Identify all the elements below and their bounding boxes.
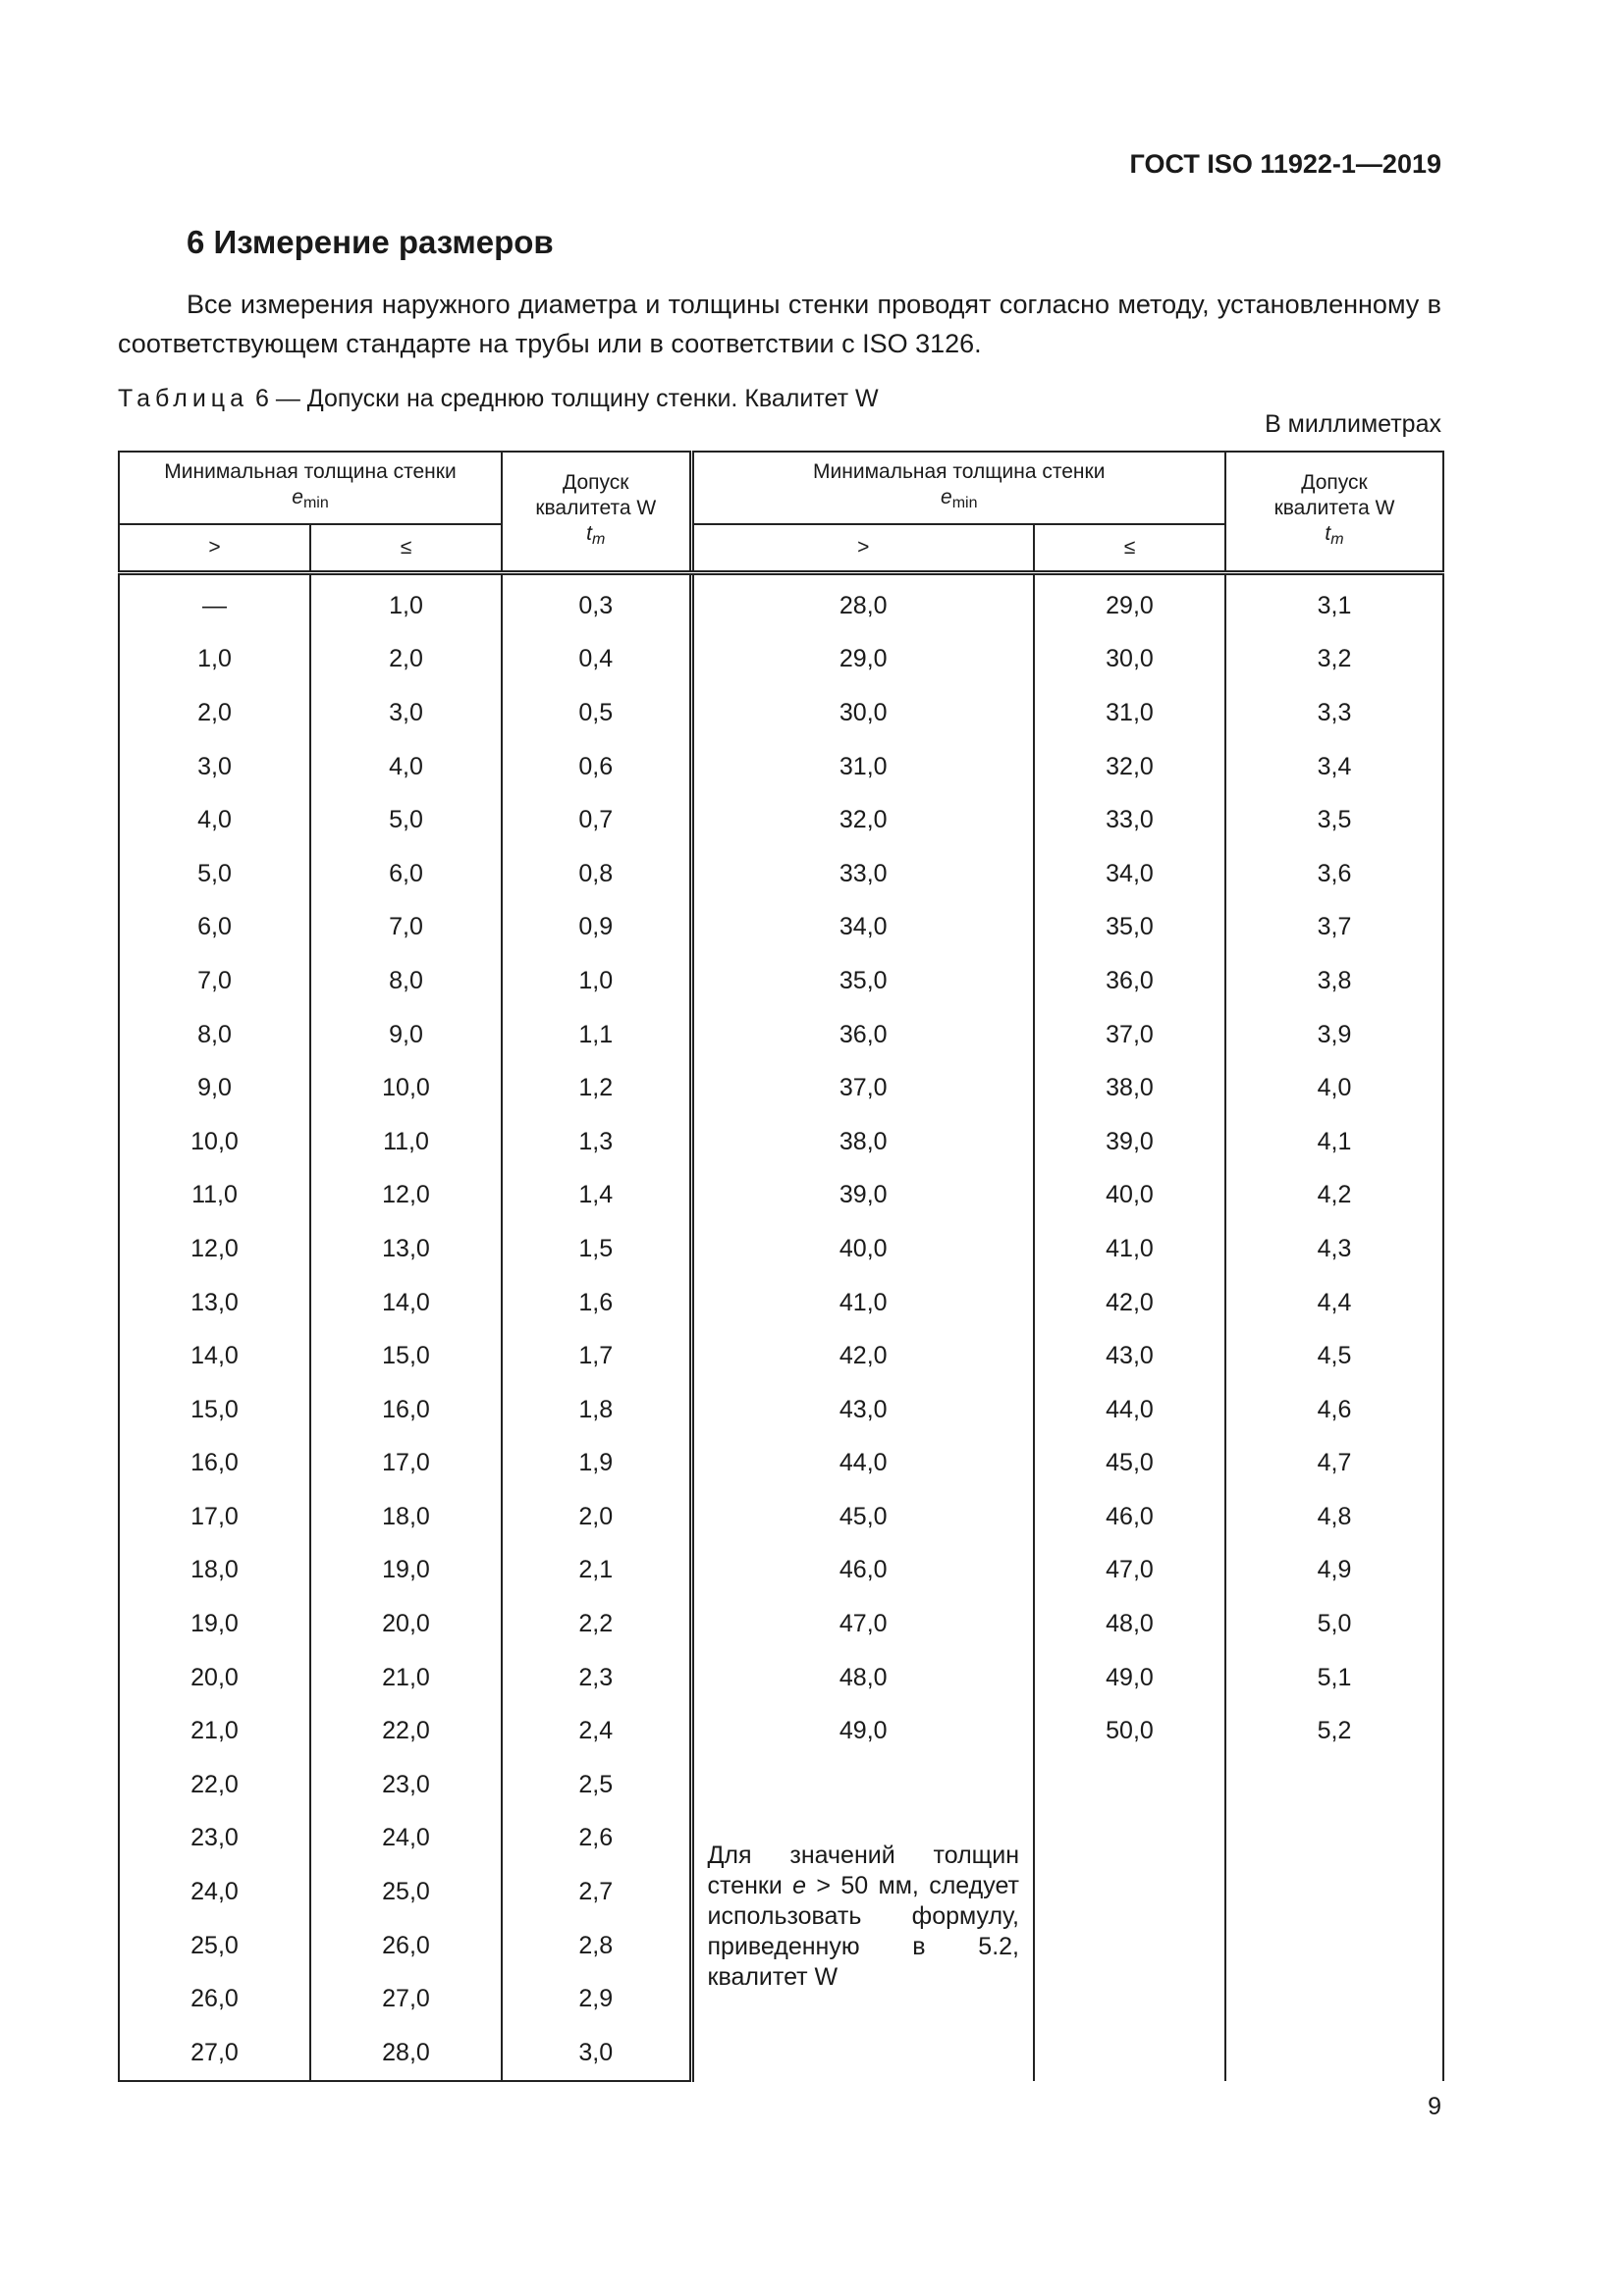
header-gt-left: > (119, 524, 310, 573)
table-cell: 46,0 (1034, 1490, 1225, 1544)
table-cell: 26,0 (310, 1919, 502, 1973)
table-cell: 16,0 (310, 1383, 502, 1437)
table-cell: 3,0 (310, 686, 502, 740)
table-cell: 24,0 (310, 1812, 502, 1866)
header-e-subscript: min (302, 495, 329, 511)
header-min-thickness-right (691, 452, 1225, 524)
header-le-right: ≤ (1034, 524, 1225, 573)
section-paragraph: Все измерения наружного диаметра и толщины стенки проводят согласно методу, установленному в соответствующем стандарте на трубы или в соответствии с ISO 3126. (118, 290, 1441, 358)
table-cell: 5,2 (1225, 1704, 1443, 1758)
table-units: В миллиметрах (1265, 410, 1441, 438)
table-cell: 43,0 (691, 1383, 1034, 1437)
table-row (119, 1383, 1443, 1437)
table-cell: 4,2 (1225, 1169, 1443, 1223)
table-caption (118, 385, 879, 413)
table-row (119, 1651, 1443, 1705)
table-cell: 4,1 (1225, 1115, 1443, 1169)
header-tolerance-line1: Допуск (1301, 471, 1368, 494)
table-cell: 5,0 (310, 793, 502, 847)
header-tolerance-line2: квалитета W (1273, 497, 1395, 519)
header-t-subscript: m (1330, 531, 1344, 548)
table-cell: 6,0 (310, 847, 502, 901)
table-cell: 4,6 (1225, 1383, 1443, 1437)
table-cell: 1,0 (119, 633, 310, 687)
table-cell: 1,8 (502, 1383, 691, 1437)
table-cell: 38,0 (1034, 1061, 1225, 1115)
header-tolerance-left (502, 452, 691, 573)
table-cell: 2,6 (502, 1812, 691, 1866)
table-cell: 50,0 (1034, 1704, 1225, 1758)
table-cell: 35,0 (1034, 901, 1225, 955)
table-cell: 4,9 (1225, 1544, 1443, 1598)
table-cell: 3,2 (1225, 633, 1443, 687)
section-title: 6 Измерение размеров (187, 224, 554, 260)
table-cell: 1,0 (502, 954, 691, 1008)
table-note-after: > 50 мм, следует использовать формулу, приведенную в 5.2, квалитет W (707, 1872, 1019, 1992)
table-cell: 2,9 (502, 1972, 691, 2026)
table-cell: 3,0 (119, 740, 310, 794)
table-cell: 32,0 (691, 793, 1034, 847)
table-row (119, 1222, 1443, 1276)
table-cell: 13,0 (310, 1222, 502, 1276)
table-cell: 44,0 (1034, 1383, 1225, 1437)
table-cell: 42,0 (1034, 1276, 1225, 1330)
table-cell: 1,9 (502, 1437, 691, 1491)
table-row (119, 1276, 1443, 1330)
table-cell: 2,0 (502, 1490, 691, 1544)
table-note-before: Для значений толщин стенки (707, 1842, 1019, 1900)
table-cell: 4,0 (310, 740, 502, 794)
table-row (119, 901, 1443, 955)
table-cell: 6,0 (119, 901, 310, 955)
table-cell: 23,0 (119, 1812, 310, 1866)
table-cell: 25,0 (119, 1919, 310, 1973)
table-cell: 46,0 (691, 1544, 1034, 1598)
table-cell: 0,7 (502, 793, 691, 847)
header-tolerance-line2: квалитета W (535, 497, 657, 519)
table-cell: 33,0 (1034, 793, 1225, 847)
table-cell: 14,0 (310, 1276, 502, 1330)
table-row (119, 954, 1443, 1008)
table-row (119, 1329, 1443, 1383)
table-row (119, 793, 1443, 847)
table-cell: 26,0 (119, 1972, 310, 2026)
table-cell: 4,4 (1225, 1276, 1443, 1330)
table-empty-cell (1034, 1758, 1225, 2081)
table-cell: 35,0 (691, 954, 1034, 1008)
table-cell: 1,6 (502, 1276, 691, 1330)
table-cell: 0,9 (502, 901, 691, 955)
table-cell: 21,0 (119, 1704, 310, 1758)
page-number: 9 (1428, 2093, 1441, 2120)
table-cell: 39,0 (1034, 1115, 1225, 1169)
table-cell: 15,0 (310, 1329, 502, 1383)
header-t-subscript: m (592, 531, 606, 548)
table-cell: 4,0 (1225, 1061, 1443, 1115)
table-cell: 1,7 (502, 1329, 691, 1383)
table-cell: 36,0 (691, 1008, 1034, 1062)
header-tolerance-right (1225, 452, 1443, 573)
table-cell: 48,0 (691, 1651, 1034, 1705)
table-cell: 31,0 (691, 740, 1034, 794)
table-cell: 3,5 (1225, 793, 1443, 847)
header-tolerance-line1: Допуск (563, 471, 629, 494)
table-row (119, 1115, 1443, 1169)
table-row (119, 1490, 1443, 1544)
header-gt-right: > (691, 524, 1034, 573)
table-cell: 13,0 (119, 1276, 310, 1330)
table-cell: 2,7 (502, 1865, 691, 1919)
tolerance-table (118, 451, 1444, 2082)
table-cell: 23,0 (310, 1758, 502, 1812)
table-row (119, 847, 1443, 901)
table-cell: 32,0 (1034, 740, 1225, 794)
table-cell: 42,0 (691, 1329, 1034, 1383)
table-cell: 1,0 (310, 573, 502, 633)
table-cell: 45,0 (691, 1490, 1034, 1544)
table-cell: 2,8 (502, 1919, 691, 1973)
table-cell: 14,0 (119, 1329, 310, 1383)
table-cell: 20,0 (310, 1597, 502, 1651)
table-empty-cell (1225, 1758, 1443, 2081)
table-cell: 45,0 (1034, 1437, 1225, 1491)
table-cell: 22,0 (119, 1758, 310, 1812)
table-cell: 2,4 (502, 1704, 691, 1758)
table-cell: 31,0 (1034, 686, 1225, 740)
table-cell: 28,0 (310, 2026, 502, 2081)
table-cell: 39,0 (691, 1169, 1034, 1223)
table-cell: 0,5 (502, 686, 691, 740)
table-body (119, 573, 1443, 2081)
table-cell: 3,8 (1225, 954, 1443, 1008)
table-cell: 1,3 (502, 1115, 691, 1169)
table-row (119, 633, 1443, 687)
table-note (708, 1758, 1020, 1993)
table-cell: 37,0 (691, 1061, 1034, 1115)
header-le-left: ≤ (310, 524, 502, 573)
table-cell: 9,0 (310, 1008, 502, 1062)
table-cell: 19,0 (119, 1597, 310, 1651)
table-cell: 3,1 (1225, 573, 1443, 633)
table-row (119, 1597, 1443, 1651)
table-cell: 20,0 (119, 1651, 310, 1705)
table-cell: 44,0 (691, 1437, 1034, 1491)
table-cell: 27,0 (119, 2026, 310, 2081)
table-row (119, 1437, 1443, 1491)
header-e-symbol: e (292, 486, 303, 508)
table-cell: 43,0 (1034, 1329, 1225, 1383)
table-caption-word: Таблица (118, 385, 249, 412)
table-cell: 8,0 (119, 1008, 310, 1062)
table-cell: 4,5 (1225, 1329, 1443, 1383)
table-cell: 28,0 (691, 573, 1034, 633)
table-cell: 1,5 (502, 1222, 691, 1276)
table-cell: 49,0 (691, 1704, 1034, 1758)
table-cell: 5,1 (1225, 1651, 1443, 1705)
table-cell: 12,0 (310, 1169, 502, 1223)
table-cell: 12,0 (119, 1222, 310, 1276)
table-cell: 7,0 (310, 901, 502, 955)
table-cell: 18,0 (119, 1544, 310, 1598)
header-e-symbol: e (941, 486, 952, 508)
table-cell: 16,0 (119, 1437, 310, 1491)
table-cell: 24,0 (119, 1865, 310, 1919)
table-cell: 27,0 (310, 1972, 502, 2026)
table-cell: 7,0 (119, 954, 310, 1008)
table-cell: 2,1 (502, 1544, 691, 1598)
table-cell: 2,2 (502, 1597, 691, 1651)
table-cell: 3,3 (1225, 686, 1443, 740)
table-cell: 17,0 (119, 1490, 310, 1544)
table-cell: 2,0 (310, 633, 502, 687)
table-cell: 1,4 (502, 1169, 691, 1223)
table-cell: 36,0 (1034, 954, 1225, 1008)
table-cell: 10,0 (119, 1115, 310, 1169)
table-cell: 3,0 (502, 2026, 691, 2081)
table-cell: 29,0 (1034, 573, 1225, 633)
table-cell: 2,3 (502, 1651, 691, 1705)
table-cell: 41,0 (691, 1276, 1034, 1330)
header-e-subscript: min (951, 495, 978, 511)
table-row (119, 740, 1443, 794)
table-row (119, 573, 1443, 633)
table-cell: 9,0 (119, 1061, 310, 1115)
table-row (119, 1169, 1443, 1223)
table-cell: 25,0 (310, 1865, 502, 1919)
table-cell: 11,0 (310, 1115, 502, 1169)
table-cell: 37,0 (1034, 1008, 1225, 1062)
table-cell: 4,3 (1225, 1222, 1443, 1276)
table-cell: 5,0 (1225, 1597, 1443, 1651)
header-t-symbol: t (586, 522, 592, 545)
table-cell: — (119, 573, 310, 633)
table-cell: 30,0 (691, 686, 1034, 740)
table-cell: 3,4 (1225, 740, 1443, 794)
table-cell: 15,0 (119, 1383, 310, 1437)
table-cell: 47,0 (691, 1597, 1034, 1651)
table-cell: 3,6 (1225, 847, 1443, 901)
table-cell: 17,0 (310, 1437, 502, 1491)
table-cell: 0,8 (502, 847, 691, 901)
table-cell: 2,5 (502, 1758, 691, 1812)
table-cell: 0,3 (502, 573, 691, 633)
table-cell: 47,0 (1034, 1544, 1225, 1598)
header-t-symbol: t (1325, 522, 1331, 545)
table-cell: 8,0 (310, 954, 502, 1008)
table-cell: 34,0 (691, 901, 1034, 955)
table-cell: 34,0 (1034, 847, 1225, 901)
header-min-thickness-left (119, 452, 502, 524)
table-cell: 40,0 (1034, 1169, 1225, 1223)
table-cell: 4,8 (1225, 1490, 1443, 1544)
table-cell: 48,0 (1034, 1597, 1225, 1651)
table-cell: 3,7 (1225, 901, 1443, 955)
table-cell: 30,0 (1034, 633, 1225, 687)
table-note-cell (691, 1758, 1034, 2081)
table-cell: 38,0 (691, 1115, 1034, 1169)
table-note-symbol: e (792, 1872, 807, 1900)
table-cell: 10,0 (310, 1061, 502, 1115)
table-caption-text: 6 — Допуски на среднюю толщину стенки. Квалитет W (248, 385, 879, 412)
header-min-thickness-label: Минимальная толщина стенки (164, 460, 457, 483)
table-cell: 11,0 (119, 1169, 310, 1223)
table-row (119, 1008, 1443, 1062)
table-row (119, 686, 1443, 740)
table-row (119, 1704, 1443, 1758)
table-cell: 29,0 (691, 633, 1034, 687)
table-row (119, 1544, 1443, 1598)
table-cell: 41,0 (1034, 1222, 1225, 1276)
document-code: ГОСТ ISO 11922-1—2019 (1129, 149, 1441, 179)
table-cell: 0,4 (502, 633, 691, 687)
table-cell: 2,0 (119, 686, 310, 740)
table-cell: 21,0 (310, 1651, 502, 1705)
table-cell: 19,0 (310, 1544, 502, 1598)
table-cell: 33,0 (691, 847, 1034, 901)
table-cell: 3,9 (1225, 1008, 1443, 1062)
table-cell: 4,7 (1225, 1437, 1443, 1491)
table-cell: 22,0 (310, 1704, 502, 1758)
table-cell: 40,0 (691, 1222, 1034, 1276)
table-cell: 0,6 (502, 740, 691, 794)
table-row (119, 1061, 1443, 1115)
table-cell: 1,1 (502, 1008, 691, 1062)
table-cell: 18,0 (310, 1490, 502, 1544)
header-min-thickness-label: Минимальная толщина стенки (813, 460, 1106, 483)
table-cell: 5,0 (119, 847, 310, 901)
table-cell: 4,0 (119, 793, 310, 847)
table-cell: 49,0 (1034, 1651, 1225, 1705)
table-row (119, 1758, 1443, 1812)
table-cell: 1,2 (502, 1061, 691, 1115)
